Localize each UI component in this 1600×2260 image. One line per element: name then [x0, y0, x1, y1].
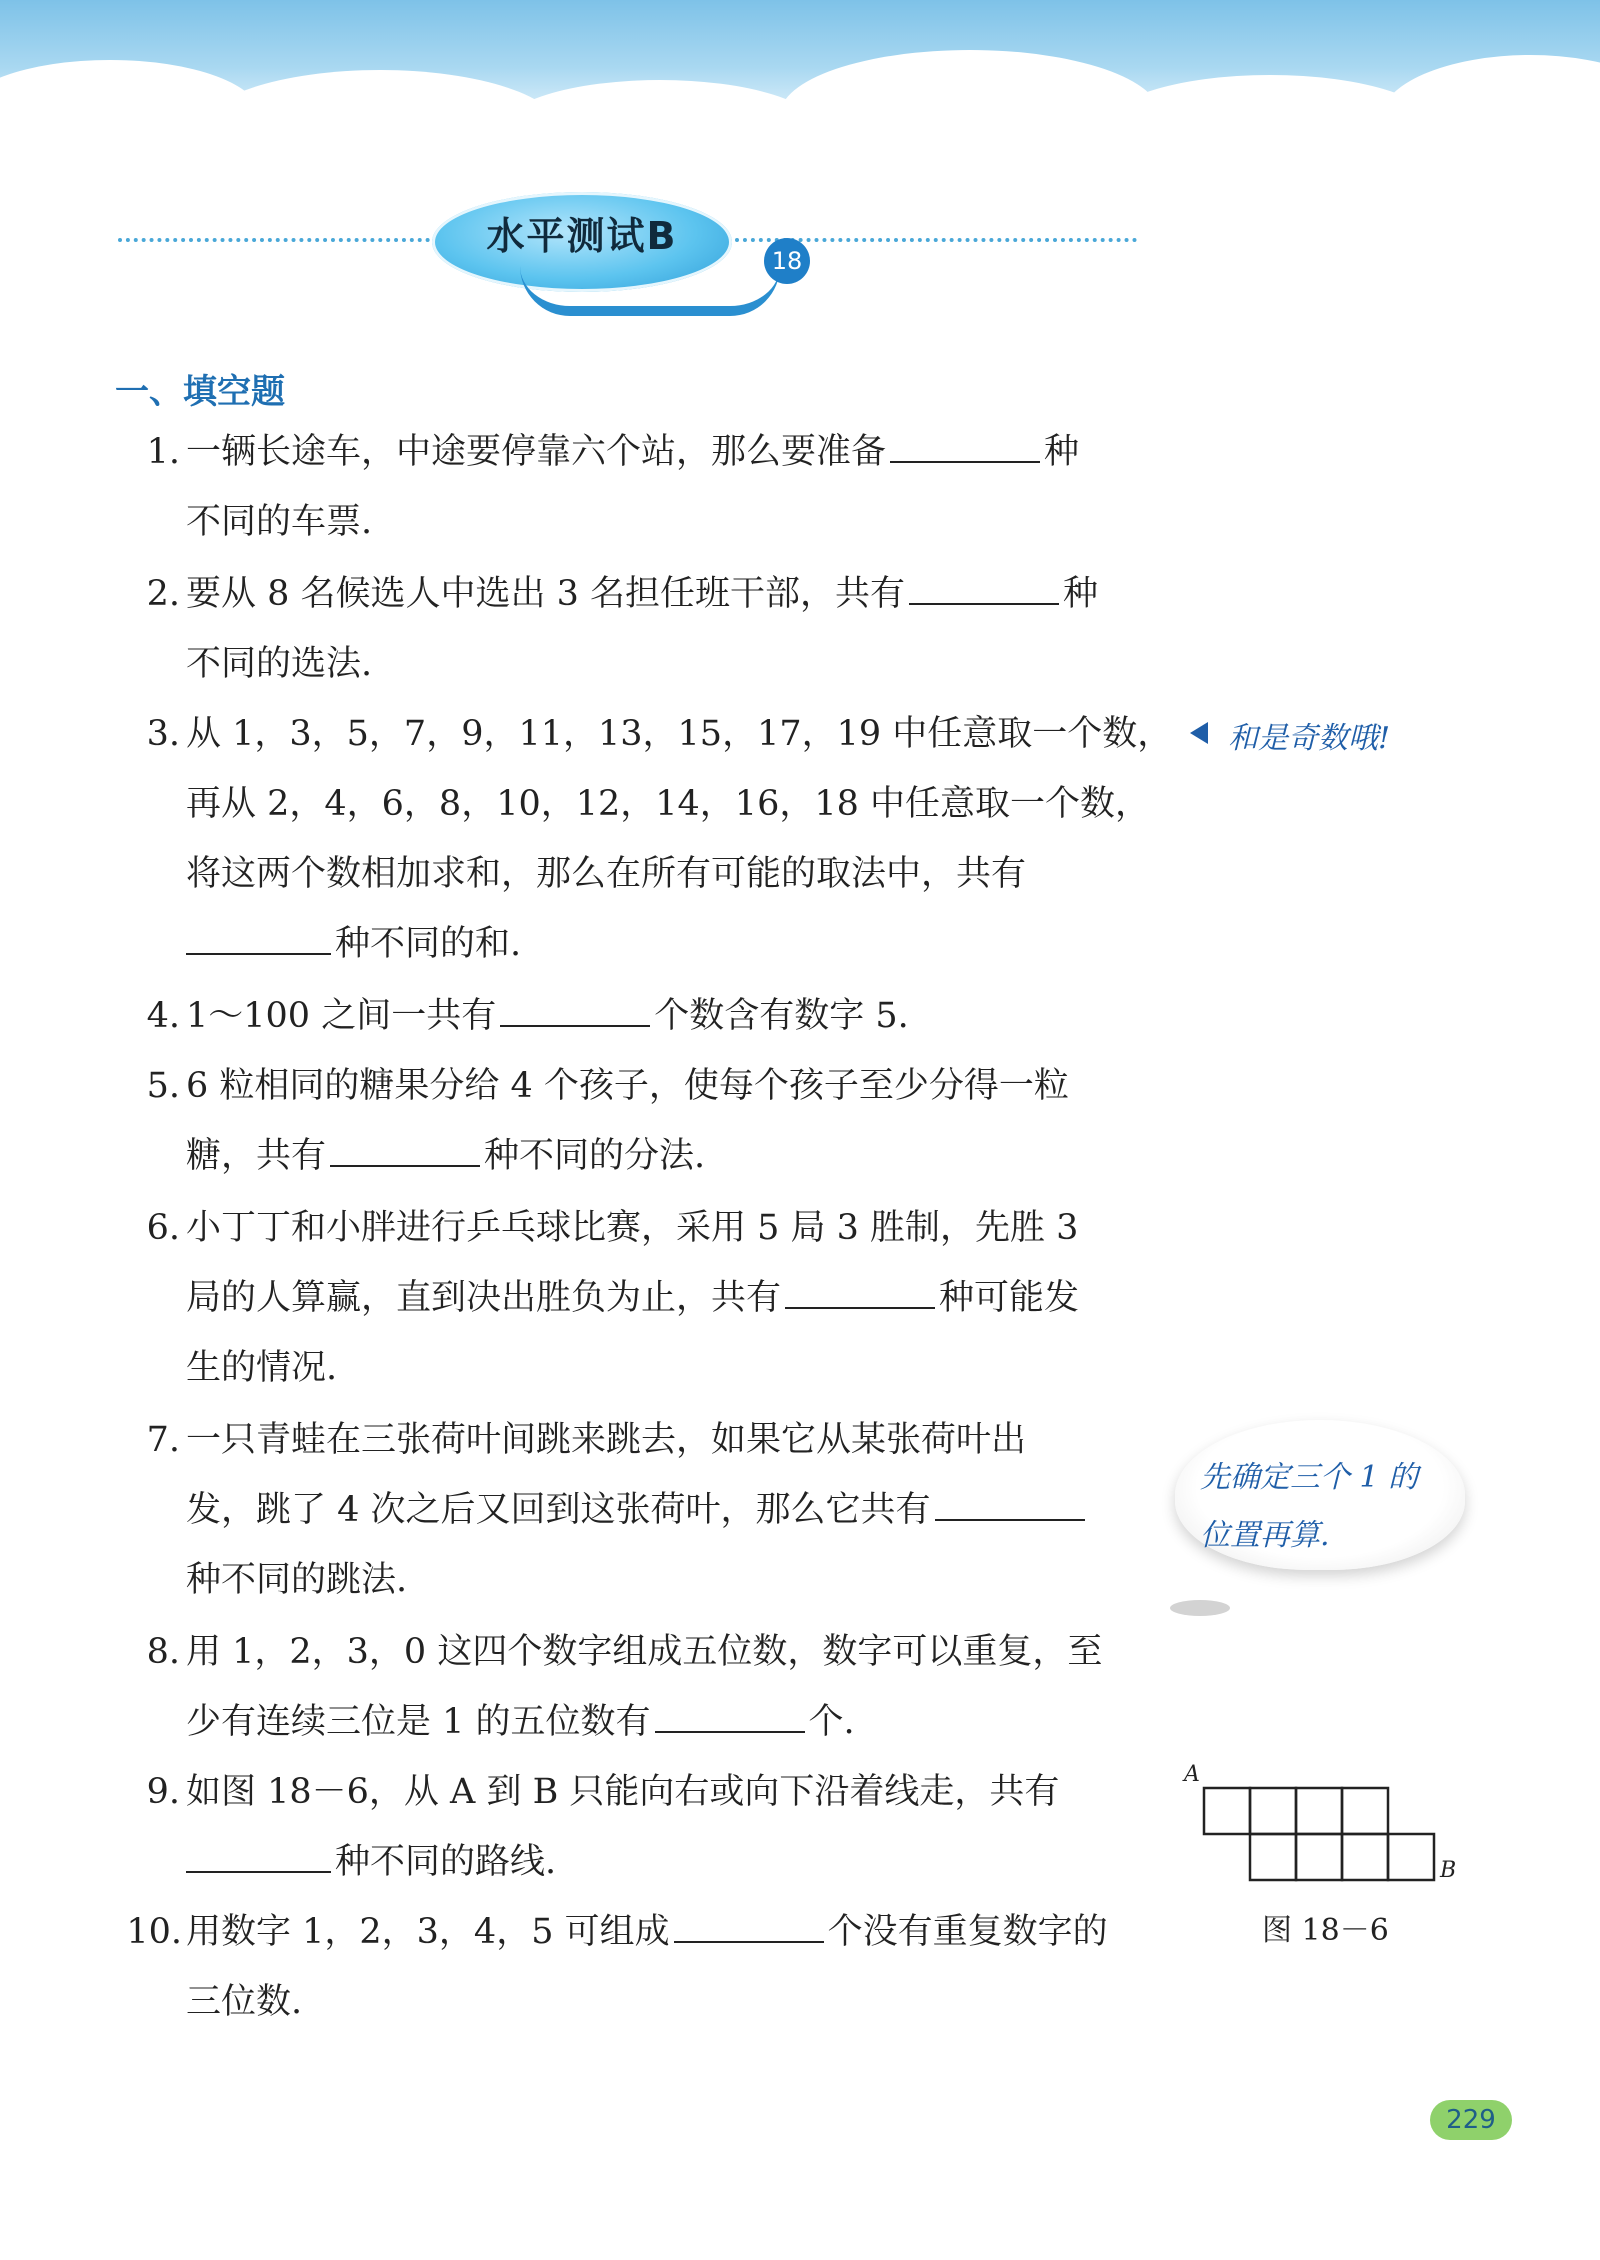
answer-blank[interactable]	[330, 1135, 480, 1167]
question-line: 种不同的跳法.	[186, 1560, 408, 1600]
question-line: 从 1，3，5，7，9，11，13，15，17，19 中任意取一个数，	[186, 714, 1173, 754]
bubble-tail	[1170, 1600, 1230, 1616]
grid-cell	[1342, 1834, 1388, 1880]
question-number: 10.	[126, 1912, 182, 1952]
question-number: 8.	[146, 1632, 180, 1672]
question-line: 局的人算赢，直到决出胜负为止，共有 种可能发	[186, 1278, 1080, 1318]
question-line: 用 1，2，3，0 这四个数字组成五位数，数字可以重复，至	[186, 1632, 1103, 1672]
grid-cell	[1342, 1788, 1388, 1834]
grid-cell	[1296, 1788, 1342, 1834]
grid-cell	[1250, 1788, 1296, 1834]
question-line: 再从 2，4，6，8，10，12，14，16，18 中任意取一个数，	[186, 784, 1151, 824]
question-line: 种不同的路线.	[186, 1840, 556, 1884]
question-line: 用数字 1，2，3，4，5 可组成 个没有重复数字的	[186, 1912, 1108, 1952]
question-number: 6.	[146, 1208, 180, 1248]
question-line: 一辆长途车，中途要停靠六个站，那么要准备 种	[186, 432, 1080, 472]
header-dotted-line-left	[118, 238, 430, 242]
question-line: 种不同的和.	[186, 922, 521, 966]
path-grid-figure	[1190, 1770, 1450, 1890]
badge-swoosh	[520, 266, 780, 316]
grid-cell	[1296, 1834, 1342, 1880]
question-line: 6 粒相同的糖果分给 4 个孩子，使每个孩子至少分得一粒	[186, 1066, 1069, 1106]
cloud	[500, 80, 820, 180]
answer-blank[interactable]	[785, 1277, 935, 1309]
question-line: 少有连续三位是 1 的五位数有 个.	[186, 1702, 855, 1742]
question-number: 2.	[146, 574, 180, 614]
question-line: 将这两个数相加求和，那么在所有可能的取法中，共有	[186, 854, 1027, 894]
answer-blank[interactable]	[500, 995, 650, 1027]
answer-blank[interactable]	[186, 923, 331, 955]
answer-blank[interactable]	[186, 1841, 331, 1873]
answer-blank[interactable]	[909, 573, 1059, 605]
question-number: 5.	[146, 1066, 180, 1106]
question-number: 1.	[146, 432, 180, 472]
bubble-text-line: 位置再算.	[1200, 1518, 1330, 1553]
question-number: 4.	[146, 996, 180, 1036]
question-line: 要从 8 名候选人中选出 3 名担任班干部，共有 种	[186, 574, 1099, 614]
section-title: 一、填空题	[115, 372, 285, 412]
grid-label-b: B	[1440, 1858, 1457, 1883]
answer-blank[interactable]	[890, 431, 1040, 463]
chapter-number-badge: 18	[764, 238, 810, 284]
figure-caption: 图 18－6	[1262, 1913, 1389, 1948]
page-title: 水平测试B	[486, 214, 678, 258]
question-line: 如图 18－6，从 A 到 B 只能向右或向下沿着线走，共有	[186, 1772, 1060, 1812]
grid-cell	[1204, 1788, 1250, 1834]
answer-blank[interactable]	[655, 1701, 805, 1733]
question-line: 不同的车票.	[186, 502, 373, 542]
question-line: 发，跳了 4 次之后又回到这张荷叶，那么它共有	[186, 1488, 1089, 1532]
grid-label-a: A	[1184, 1762, 1200, 1787]
question-line: 小丁丁和小胖进行乒乓球比赛，采用 5 局 3 胜制，先胜 3	[186, 1208, 1079, 1248]
question-line: 一只青蛙在三张荷叶间跳来跳去，如果它从某张荷叶出	[186, 1420, 1027, 1460]
question-line: 不同的选法.	[186, 644, 373, 684]
question-number: 9.	[146, 1772, 180, 1812]
bubble-text-line: 先确定三个 1 的	[1200, 1460, 1419, 1495]
answer-blank[interactable]	[935, 1489, 1085, 1521]
hint-note: 和是奇数哦!	[1228, 721, 1391, 756]
answer-blank[interactable]	[674, 1911, 824, 1943]
question-number: 7.	[146, 1420, 180, 1460]
pointer-arrow-icon	[1190, 722, 1208, 744]
question-number: 3.	[146, 714, 180, 754]
question-line: 1～100 之间一共有 个数含有数字 5.	[186, 996, 909, 1036]
question-line: 三位数.	[186, 1982, 303, 2022]
question-line: 糖，共有 种不同的分法.	[186, 1136, 706, 1176]
question-line: 生的情况.	[186, 1348, 338, 1388]
page-number: 229	[1430, 2100, 1512, 2140]
grid-cell	[1388, 1834, 1434, 1880]
grid-cell	[1250, 1834, 1296, 1880]
cloud	[780, 50, 1160, 180]
